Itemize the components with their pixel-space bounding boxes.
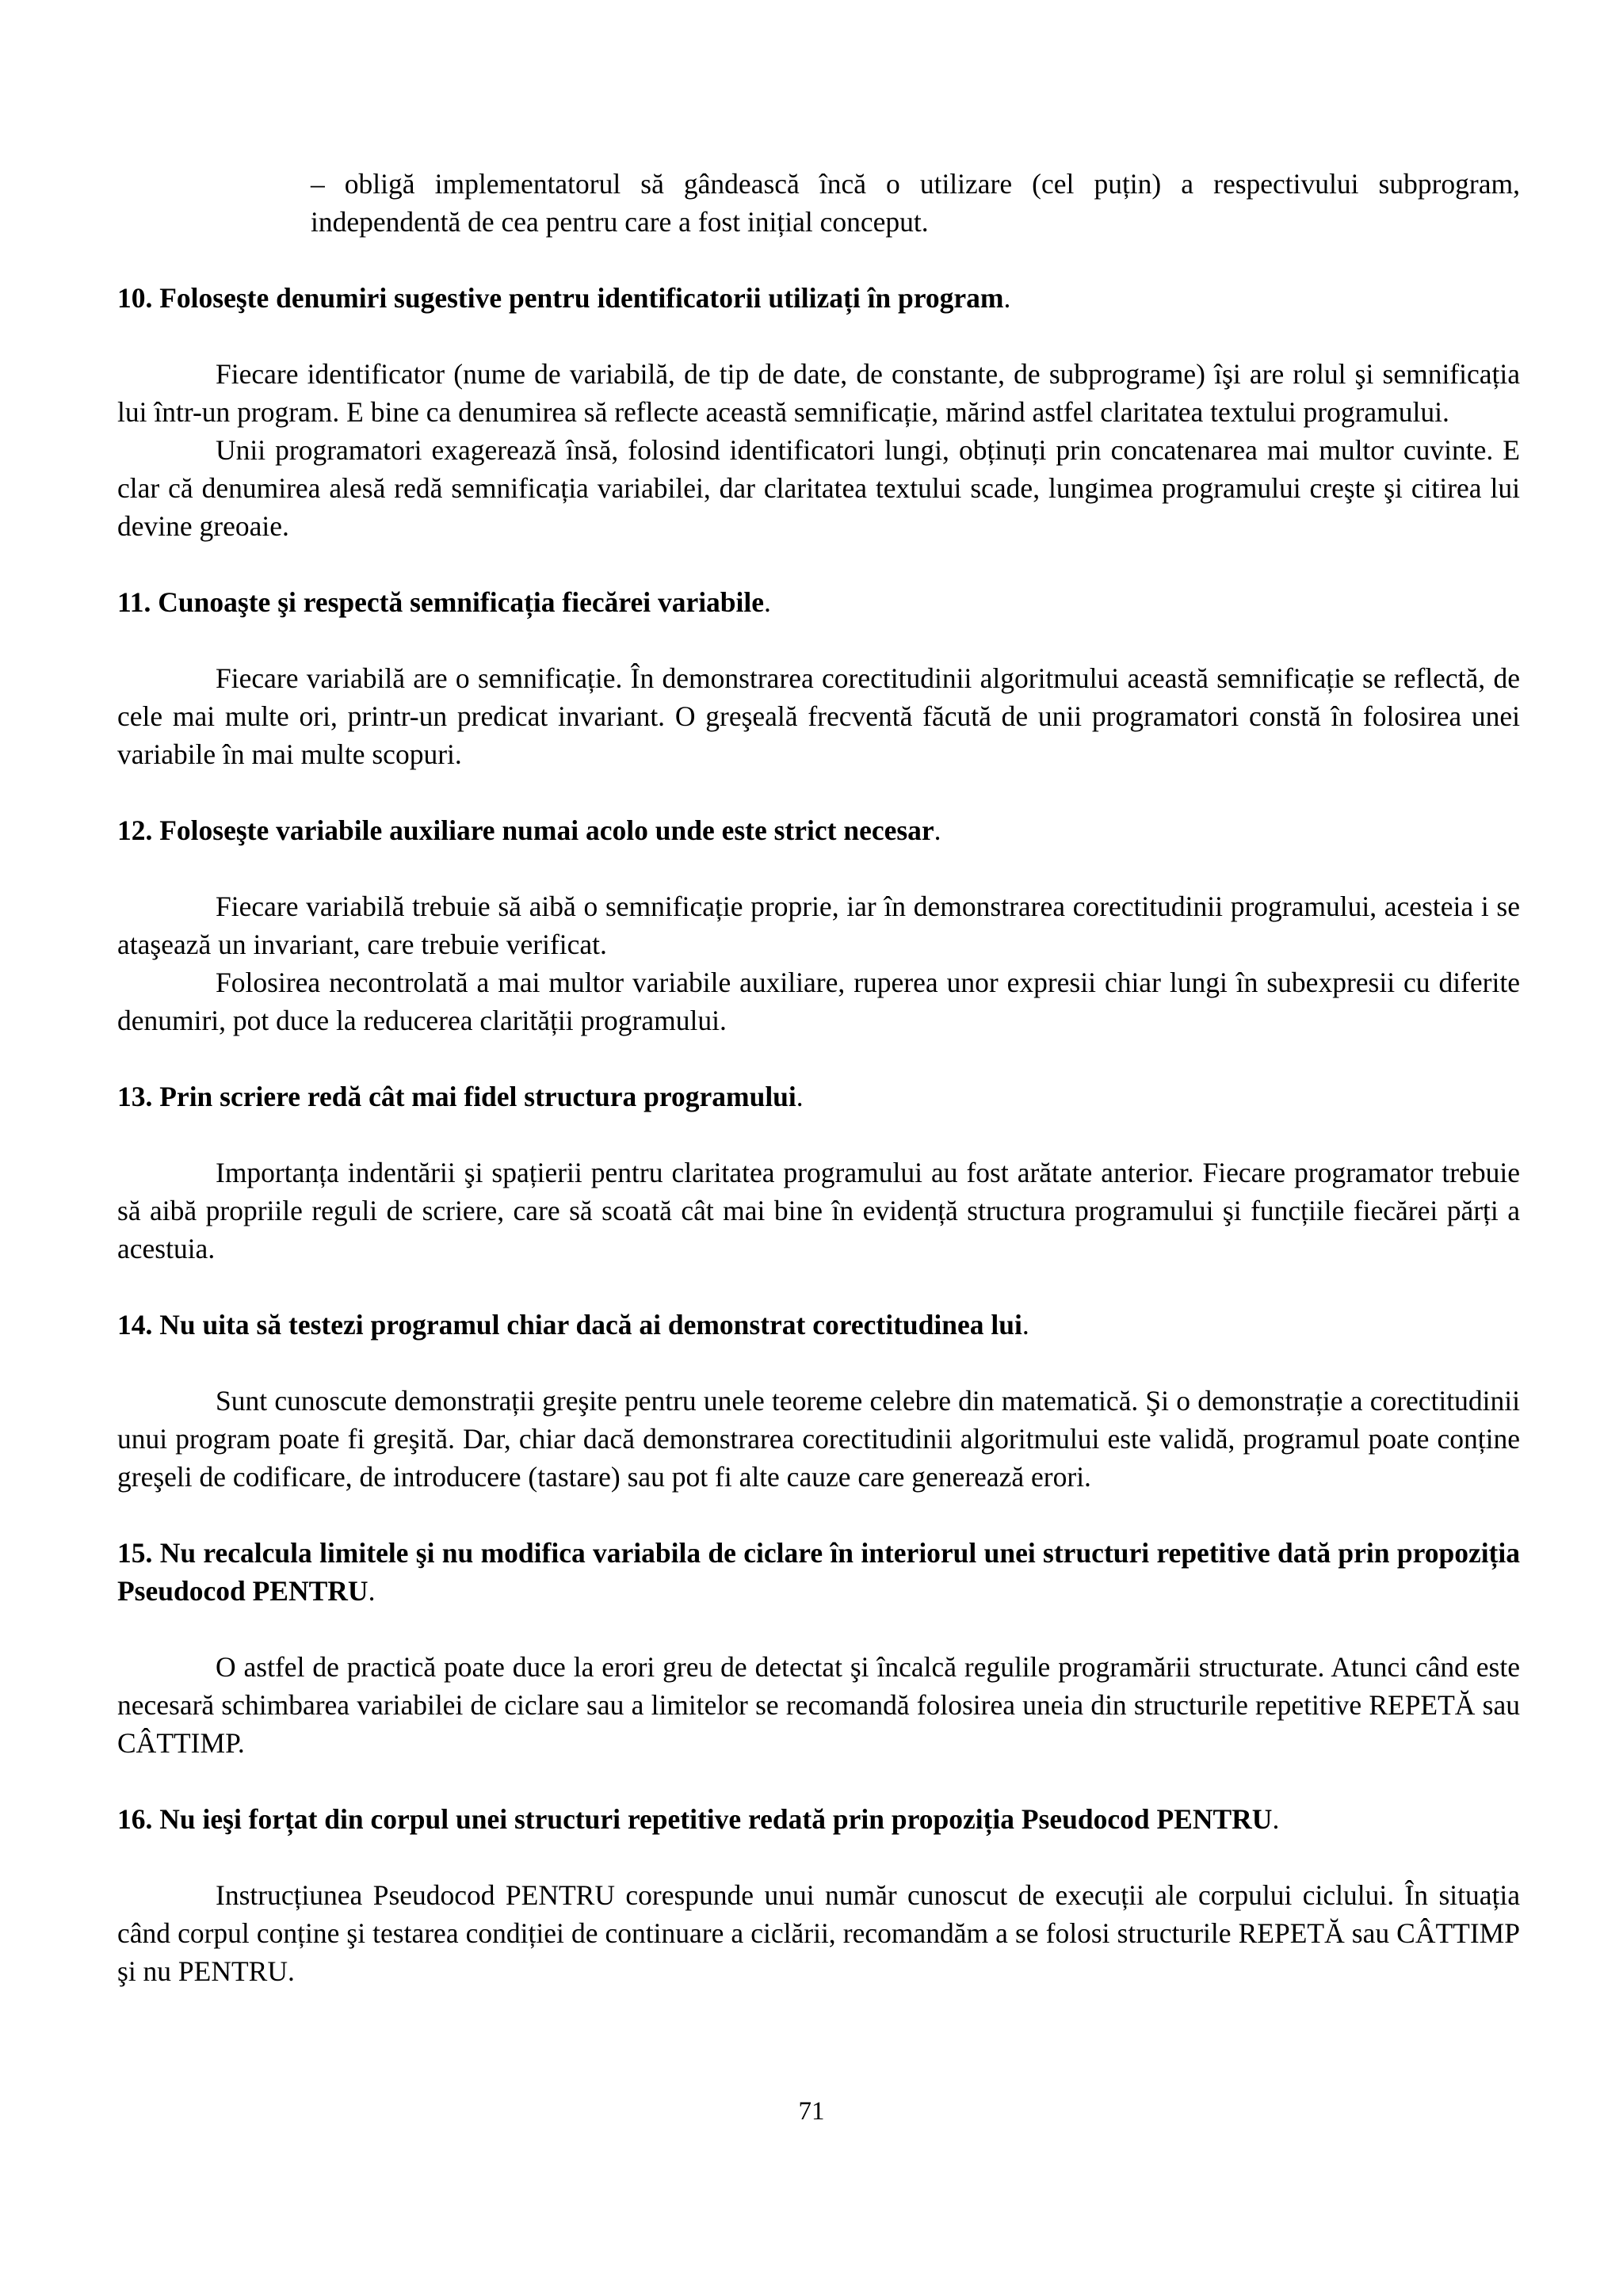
rule-title-period: .	[796, 1081, 804, 1112]
rule-number: 15.	[117, 1537, 153, 1569]
rule-paragraph: Sunt cunoscute demonstrații greşite pentru unele teoreme celebre din matematică. Şi o demonstrație a corectitudinii unui program poate fi greşită. Dar, chiar dacă demonstrarea corectitudinii algoritmului este validă, programul poate conține greşeli de codificare, de introducere (tastare) sau pot fi alte cauze care generează erori.	[117, 1385, 1520, 1493]
rule-paragraph: Fiecare variabilă are o semnificație. În demonstrarea corectitudinii algoritmului această semnificație se reflectă, de cele mai multe ori, printr-un predicat invariant. O greşeală frecventă făcută de unii programatori constă în folosirea unei variabile în mai multe scopuri.	[117, 662, 1520, 770]
rule-title-period: .	[934, 814, 941, 846]
rule-title: Cunoaşte şi respectă semnificația fiecărei variabile	[158, 586, 765, 618]
rule-paragraph: O astfel de practică poate duce la erori greu de detectat şi încalcă regulile programării structurate. Atunci când este necesară schimbarea variabilei de ciclare sau a limitelor se recomandă folosirea uneia din structurile repetitive REPETĂ sau CÂTTIMP.	[117, 1651, 1520, 1759]
rule-number: 10.	[117, 282, 153, 314]
rule-section-14	[117, 1306, 1520, 1496]
rule-title-period: .	[1003, 282, 1011, 314]
rule-title: Foloseşte denumiri sugestive pentru identificatorii utilizați în program	[159, 282, 1004, 314]
rule-heading	[117, 279, 1520, 317]
rule-paragraph: Folosirea necontrolată a mai multor variabile auxiliare, ruperea unor expresii chiar lungi în subexpresii cu diferite denumiri, pot duce la reducerea clarității programului.	[117, 967, 1520, 1036]
rule-title: Nu recalcula limitele şi nu modifica variabila de ciclare în interiorul unei structuri repetitive dată prin propoziția Pseudocod PENTRU	[117, 1537, 1520, 1607]
rule-section-11	[117, 583, 1520, 773]
rule-paragraph: Unii programatori exagerează însă, folosind identificatori lungi, obținuți prin concatenarea mai multor cuvinte. E clar că denumirea alesă redă semnificația variabilei, dar claritatea textului scade, lungimea programului creşte şi citirea lui devine greoaie.	[117, 434, 1520, 542]
rule-title-period: .	[1022, 1309, 1029, 1341]
rule-section-15	[117, 1534, 1520, 1762]
rule-number: 14.	[117, 1309, 153, 1341]
intro-block	[117, 165, 1520, 241]
rule-heading	[117, 1077, 1520, 1116]
rule-title-period: .	[764, 586, 771, 618]
rule-section-16	[117, 1800, 1520, 1990]
rule-number: 13.	[117, 1081, 153, 1112]
rule-number: 16.	[117, 1803, 153, 1835]
rule-heading	[117, 583, 1520, 621]
rule-heading	[117, 1800, 1520, 1838]
page-number: 71	[798, 2097, 825, 2126]
rule-heading	[117, 1306, 1520, 1344]
rule-title: Nu ieşi forțat din corpul unei structuri repetitive redată prin propoziția Pseudocod PENTRU	[159, 1803, 1273, 1835]
intro-paragraph: – obligă implementatorul să gândească încă o utilizare (cel puțin) a respectivului subprogram, independentă de cea pentru care a fost inițial conceput.	[311, 168, 1520, 238]
rule-title-period: .	[368, 1575, 376, 1607]
rule-section-13	[117, 1077, 1520, 1268]
rule-section-12	[117, 811, 1520, 1039]
rule-heading	[117, 1534, 1520, 1610]
rule-paragraph: Fiecare variabilă trebuie să aibă o semnificație proprie, iar în demonstrarea corectitudinii programului, acesteia i se ataşează un invariant, care trebuie verificat.	[117, 891, 1520, 960]
rule-title: Foloseşte variabile auxiliare numai acolo unde este strict necesar	[159, 814, 934, 846]
rule-title-period: .	[1272, 1803, 1280, 1835]
rules-list	[117, 279, 1520, 1990]
rule-number: 12.	[117, 814, 153, 846]
rule-section-10	[117, 279, 1520, 545]
rule-title: Nu uita să testezi programul chiar dacă ai demonstrat corectitudinea lui	[159, 1309, 1022, 1341]
rule-number: 11.	[117, 586, 151, 618]
rule-paragraph: Fiecare identificator (nume de variabilă, de tip de date, de constante, de subprograme) îşi are rolul şi semnificația lui într-un program. E bine ca denumirea să reflecte această semnificație, mărind astfel claritatea textului programului.	[117, 358, 1520, 428]
rule-paragraph: Instrucțiunea Pseudocod PENTRU corespunde unui număr cunoscut de execuții ale corpului ciclului. În situația când corpul conține şi testarea condiției de continuare a ciclării, recomandăm a se folosi structurile REPETĂ sau CÂTTIMP şi nu PENTRU.	[117, 1879, 1520, 1987]
rule-title: Prin scriere redă cât mai fidel structura programului	[159, 1081, 796, 1112]
rule-paragraph: Importanța indentării şi spațierii pentru claritatea programului au fost arătate anterior. Fiecare programator trebuie să aibă propriile reguli de scriere, care să scoată cât mai bine în evidență structura programului şi funcțiile fiecărei părți a acestuia.	[117, 1157, 1520, 1264]
rule-heading	[117, 811, 1520, 849]
